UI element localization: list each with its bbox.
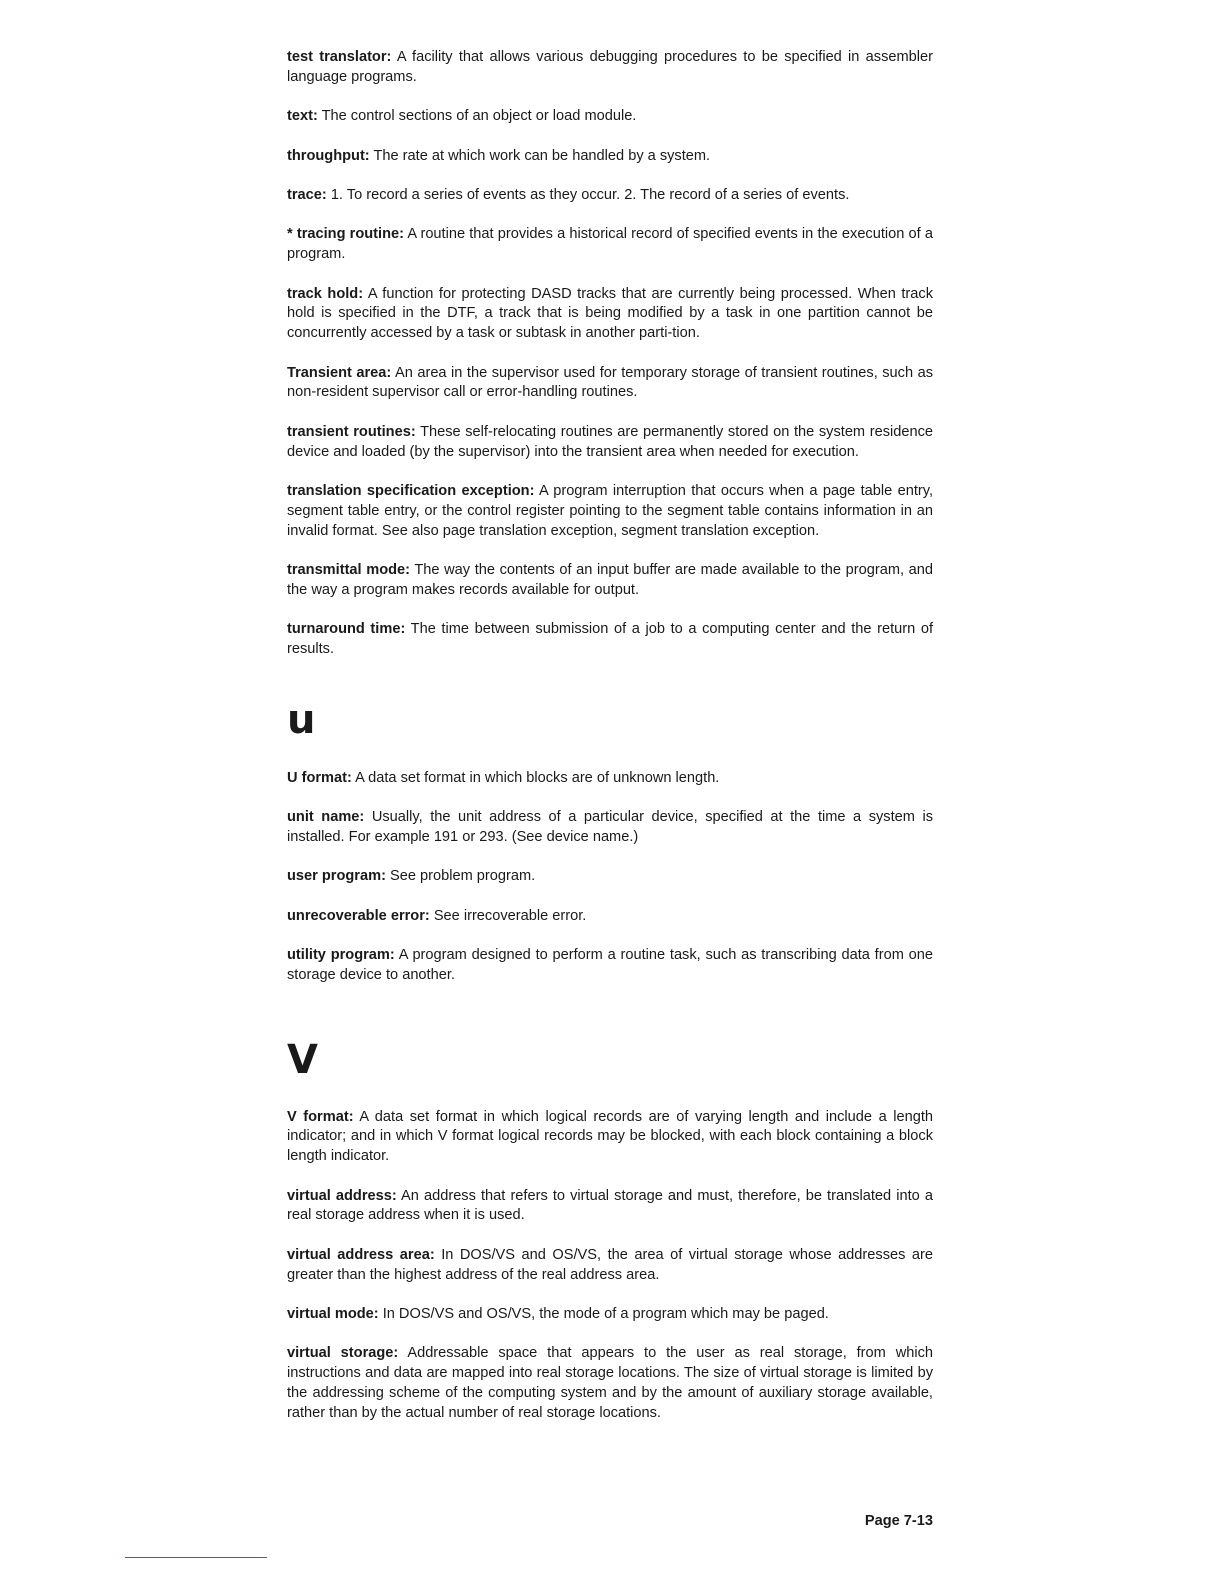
glossary-term: text: <box>287 108 318 125</box>
glossary-definition: In DOS/VS and OS/VS, the area of virtual storage whose addresses are greater than the highest address of the real address area. <box>287 1246 933 1283</box>
glossary-definition: The control sections of an object or load module. <box>321 108 637 125</box>
glossary-entry <box>287 620 933 660</box>
glossary-definition: The rate at which work can be handled by a system. <box>373 147 711 164</box>
glossary-term: track hold: <box>287 285 364 302</box>
glossary-term: transmittal mode: <box>287 561 411 578</box>
glossary-page <box>287 48 933 1443</box>
glossary-term: transient routines: <box>287 423 416 440</box>
glossary-entry <box>287 867 933 887</box>
glossary-definition: A program interruption that occurs when a page table entry, segment table entry, or the control register pointing to the segment table contains information in an invalid format. See also page translation exception, segment translation exception. <box>287 482 934 539</box>
glossary-entry <box>287 482 933 541</box>
glossary-entry <box>287 225 933 265</box>
glossary-definition: An area in the supervisor used for temporary storage of transient routines, such as non-resident supervisor call or error-handling routines. <box>287 364 933 401</box>
glossary-term: * tracing routine: <box>287 226 404 243</box>
glossary-term: turnaround time: <box>287 621 406 638</box>
glossary-entry <box>287 364 933 404</box>
glossary-entry <box>287 1246 933 1286</box>
glossary-definition: A facility that allows various debugging procedures to be specified in assembler language programs. <box>287 49 933 85</box>
glossary-entry <box>287 107 933 127</box>
glossary-entry <box>287 808 933 848</box>
glossary-definition: See problem program. <box>390 868 536 885</box>
glossary-entry <box>287 769 933 789</box>
glossary-entry <box>287 561 933 601</box>
glossary-entry <box>287 1108 933 1167</box>
page-number: Page 7-13 <box>864 1513 933 1529</box>
glossary-term: virtual address area: <box>287 1246 435 1263</box>
glossary-entry <box>287 1305 933 1325</box>
glossary-term: translation specification exception: <box>287 482 535 499</box>
glossary-definition: See irrecoverable error. <box>433 907 587 924</box>
glossary-term: U format: <box>287 769 352 786</box>
glossary-definition: These self-relocating routines are permanently stored on the system residence device and loaded (by the supervisor) into the transient area when needed for execution. <box>287 423 933 460</box>
glossary-term: throughput: <box>287 147 370 164</box>
glossary-definition: A program designed to perform a routine task, such as transcribing data from one storage device to another. <box>287 947 933 983</box>
glossary-definition: The way the contents of an input buffer are made available to the program, and the way a program makes records available for output. <box>287 561 933 598</box>
glossary-definition: The time between submission of a job to a computing center and the return of results. <box>287 621 934 657</box>
glossary-definition: 1. To record a series of events as they occur. 2. The record of a series of events. <box>330 186 850 203</box>
section-letter-u: u <box>287 696 316 743</box>
glossary-definition: A data set format in which blocks are of unknown length. <box>355 769 720 786</box>
glossary-entry <box>287 907 933 927</box>
section-letter-v: V <box>287 1036 318 1083</box>
glossary-definition: An address that refers to virtual storage and must, therefore, be translated into a real storage address when it is used. <box>287 1187 933 1224</box>
glossary-entry <box>287 186 933 206</box>
glossary-term: user program: <box>287 868 386 885</box>
glossary-term: V format: <box>287 1108 354 1125</box>
glossary-section-t <box>287 48 933 660</box>
glossary-entry <box>287 423 933 463</box>
glossary-term: unit name: <box>287 809 365 826</box>
glossary-term: test translator: <box>287 49 392 65</box>
glossary-section-v <box>287 1108 933 1424</box>
glossary-definition: Addressable space that appears to the user as real storage, from which instructions and data are mapped into real storage locations. The size of virtual storage is limited by the addressing scheme of the computing system and by the amount of auxiliary storage available, rather than by the actual number of real storage locations. <box>287 1345 934 1421</box>
glossary-entry <box>287 285 933 344</box>
glossary-term: trace: <box>287 186 327 203</box>
glossary-definition: A data set format in which logical records are of varying length and include a length indicator; and in which V format logical records may be blocked, with each block containing a block length indicator. <box>287 1108 933 1165</box>
glossary-term: unrecoverable error: <box>287 907 430 924</box>
glossary-entry <box>287 946 933 986</box>
glossary-term: virtual storage: <box>287 1345 399 1362</box>
glossary-term: Transient area: <box>287 364 392 381</box>
glossary-section-u <box>287 769 933 986</box>
glossary-definition: A routine that provides a historical record of specified events in the execution of a program. <box>287 226 933 263</box>
glossary-entry <box>287 1187 933 1227</box>
glossary-entry <box>287 48 933 88</box>
glossary-definition: Usually, the unit address of a particular device, specified at the time a system is installed. For example 191 or 293. (See device name.) <box>287 809 934 845</box>
glossary-term: virtual mode: <box>287 1305 379 1322</box>
glossary-definition: In DOS/VS and OS/VS, the mode of a program which may be paged. <box>382 1305 829 1322</box>
glossary-term: virtual address: <box>287 1187 397 1204</box>
glossary-entry <box>287 1344 933 1423</box>
footer-rule <box>125 1557 267 1558</box>
glossary-term: utility program: <box>287 947 395 964</box>
glossary-definition: A function for protecting DASD tracks that are currently being processed. When track hold is specified in the DTF, a track that is being modified by a task in one partition cannot be concurrently accessed by a task or subtask in another parti-tion. <box>287 285 933 342</box>
glossary-entry <box>287 147 933 167</box>
